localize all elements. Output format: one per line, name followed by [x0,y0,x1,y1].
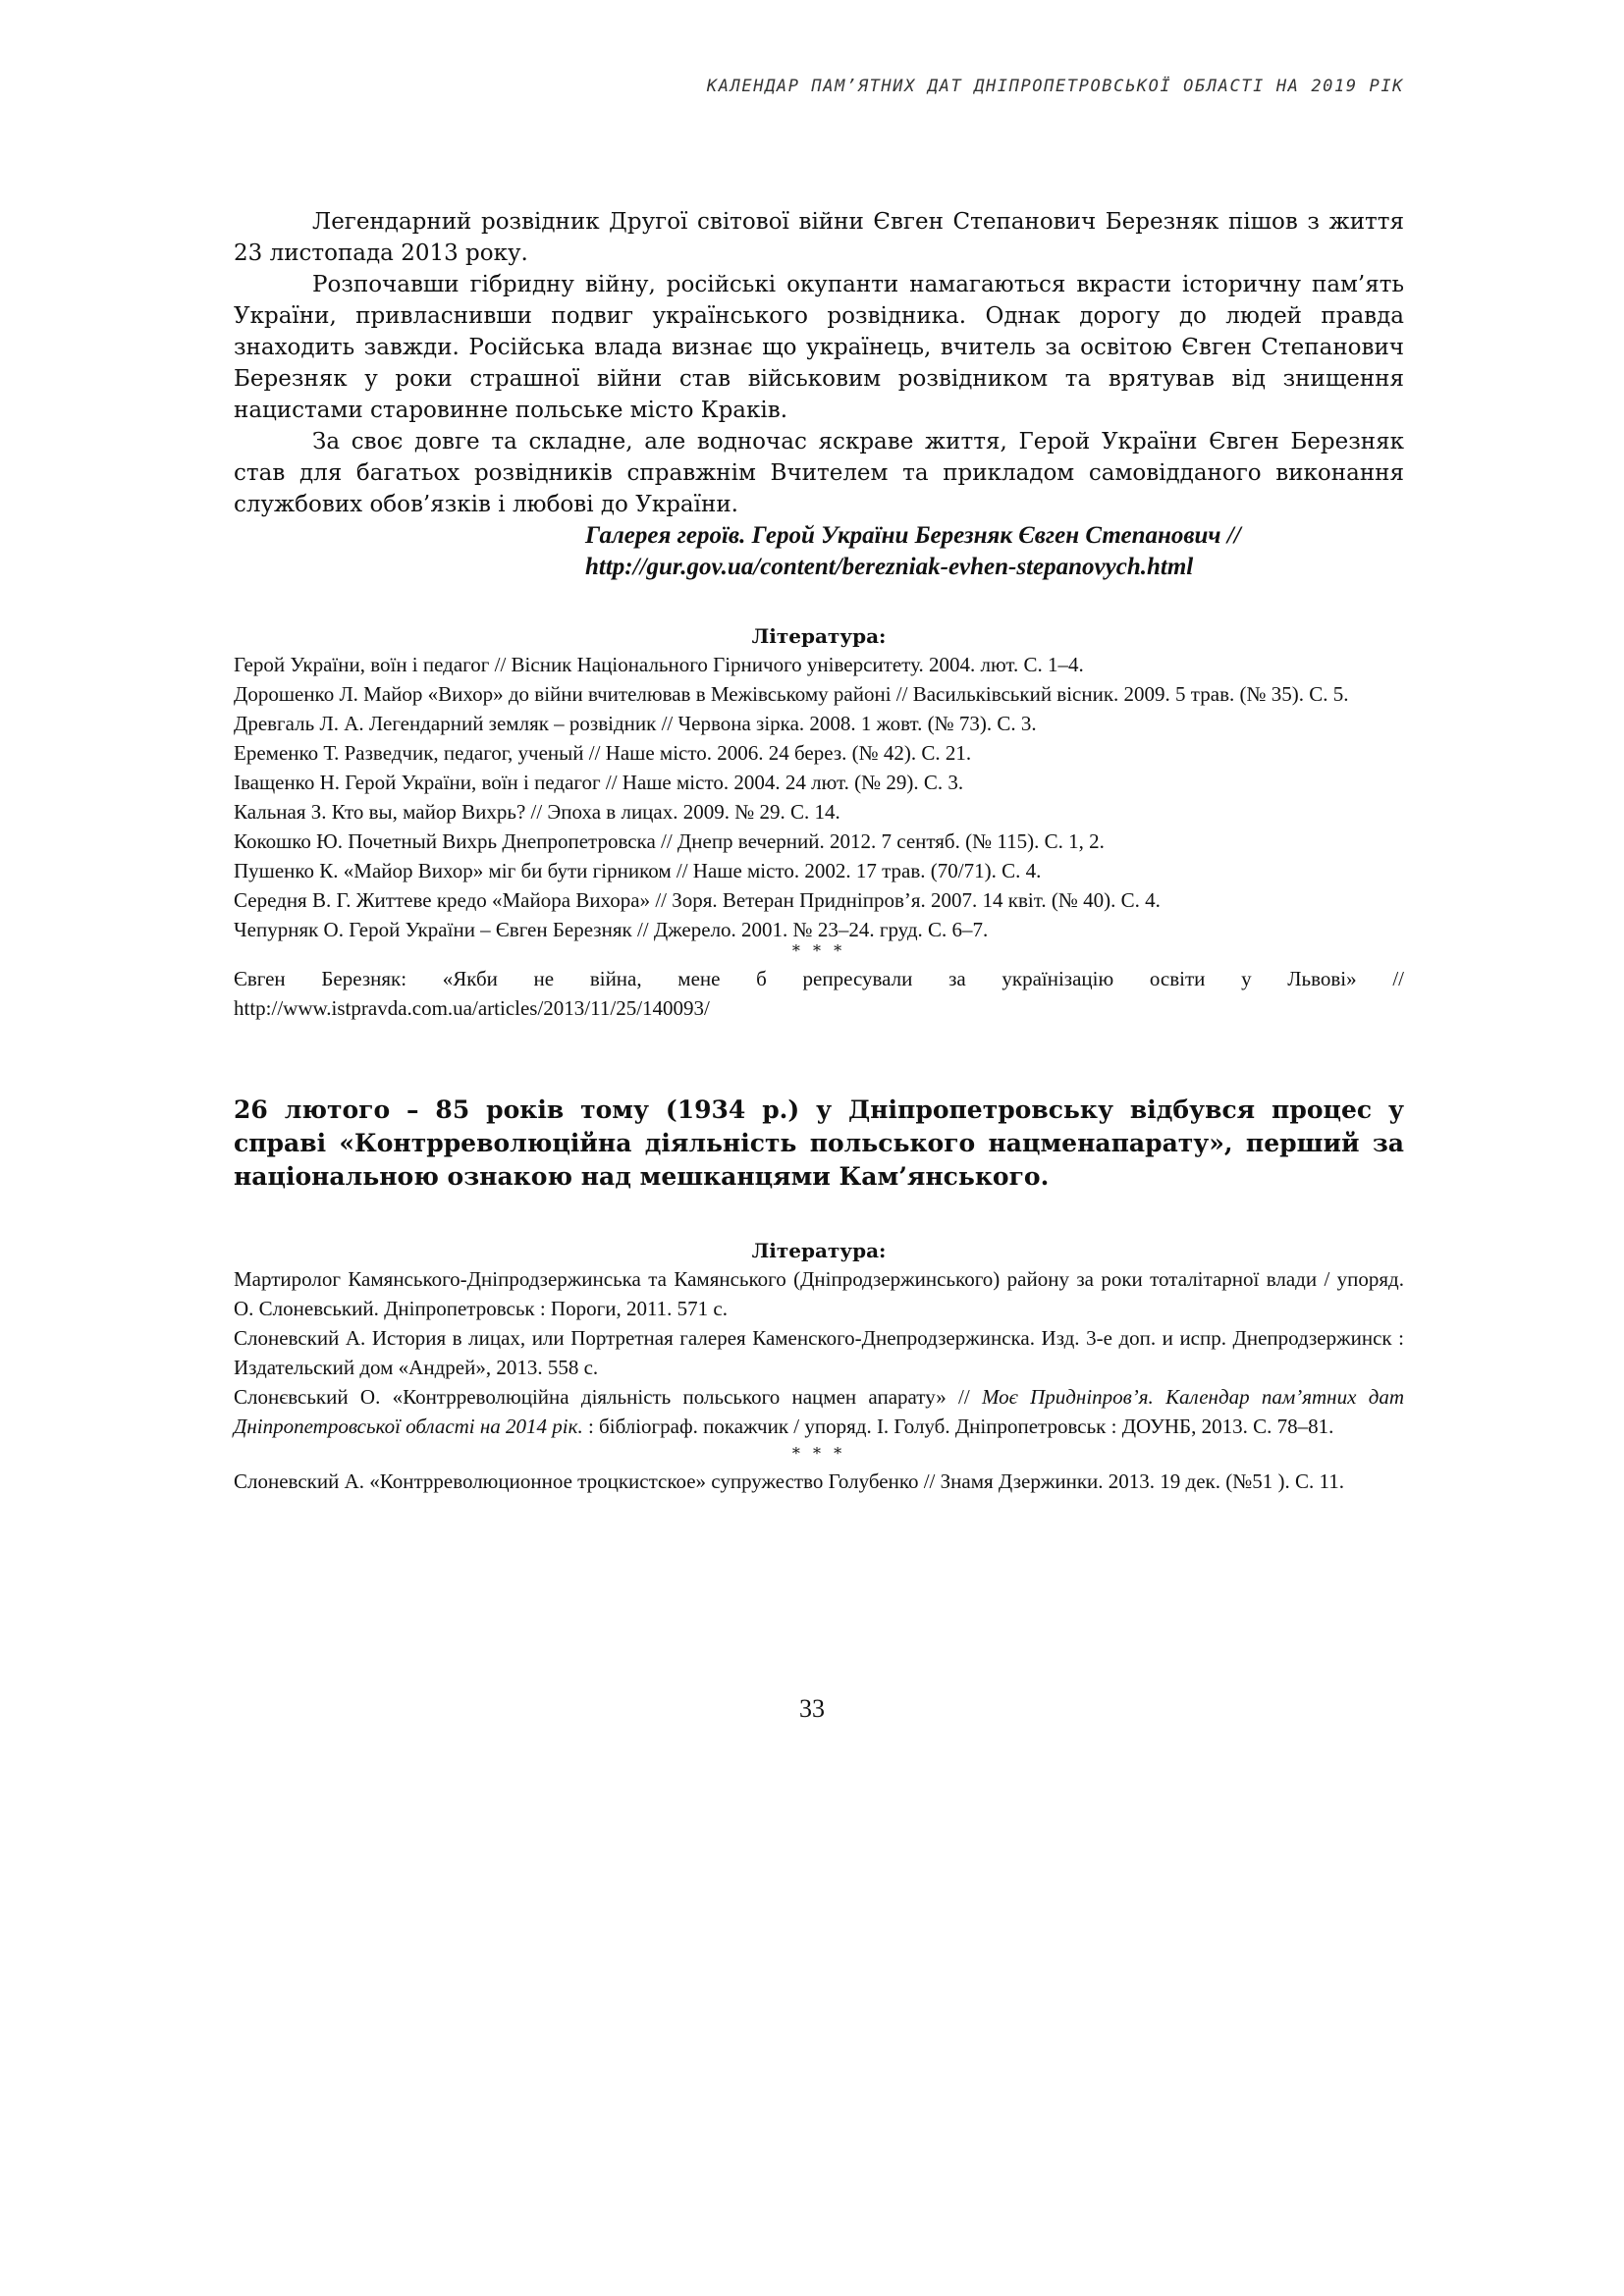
separator-stars: * * * [791,941,846,960]
literature-item: Герой України, воїн і педагог // Вісник Національного Гірничого університету. 2004. лют. С. 1–4. [234,653,1084,676]
literature-item-text: : бібліограф. покажчик / упоряд. І. Голуб. Дніпропетровськ : ДОУНБ, 2013. С. 78–81. [582,1415,1334,1438]
literature-heading: Література: [751,624,887,648]
literature-item: Середня В. Г. Життеве кредо «Майора Вихора» // Зоря. Ветеран Придніпров’я. 2007. 14 квіт. (№ 40). С. 4. [234,888,1161,912]
literature-item-text: Слонєвський О. «Контрреволюційна діяльність польського нацмен апарату» // [234,1385,982,1409]
literature-item: Іващенко Н. Герой України, воїн і педагог // Наше місто. 2004. 24 лют. (№ 29). С. 3. [234,771,964,794]
literature-item: Слоневский А. История в лицах, или Портретная галерея Каменского-Днепродзержинска. Изд. 3-е доп. и испр. Днепродзержинск : Издательский дом «Андрей», 2013. 558 с. [234,1326,1404,1379]
literature-section [234,622,1404,1023]
literature-item: Дорошенко Л. Майор «Вихор» до війни вчителював в Межівському районі // Васильківський вісник. 2009. 5 трав. (№ 35). С. 5. [234,682,1349,706]
literature-item: Чепурняк О. Герой України – Євген Березняк // Джерело. 2001. № 23–24. груд. С. 6–7. [234,918,989,941]
literature-item: Древгаль Л. А. Легендарний земляк – розвідник // Червона зірка. 2008. 1 жовт. (№ 73). С. 3. [234,712,1037,735]
source-title: Галерея героїв. Герой України Березняк Євген Степанович // [585,522,1241,549]
literature-item [234,1382,1404,1441]
literature-item: Євген Березняк: «Якби не війна, мене б репресували за українізацію освіти у Львові» // http://www.istpravda.com.ua/articles/2013/11/25/140093/ [234,967,1404,1020]
page-body [234,206,1404,1496]
literature-item: Мартиролог Камянського-Дніпродзержинська та Камянського (Дніпродзержинського) району за роки тоталітарної влади / упоряд. О. Слоневський. Дніпропетровськ : Пороги, 2011. 571 с. [234,1267,1404,1320]
literature-heading: Література: [751,1239,887,1262]
event-heading: 26 лютого – 85 років тому (1934 р.) у Дніпропетровську відбувся процес у справі «Контрреволюційна діяльність польського нацменапарату», перший за національною ознакою над мешканцями Кам’янського. [234,1095,1404,1191]
literature-item: Слоневский А. «Контрреволюционное троцкистское» супружество Голубенко // Знамя Дзержинки. 2013. 19 дек. (№51 ). С. 11. [234,1469,1344,1493]
literature-item-italic: Моє Придніпров’я. Календар пам’ятних дат Дніпропетровської області на 2014 рік. [234,1385,1404,1438]
running-head: КАЛЕНДАР ПАМ’ЯТНИХ ДАТ ДНІПРОПЕТРОВСЬКОЇ ОБЛАСТІ НА 2019 РІК [706,77,1404,96]
paragraph: За своє довге та складне, але водночас яскраве життя, Герой України Євген Березняк став для багатьох розвідників справжнім Вчителем та прикладом самовідданого виконання службових обов’язків і любові до України. [234,429,1404,517]
source-url[interactable]: http://gur.gov.ua/content/berezniak-evhen-stepanovych.html [585,554,1194,580]
literature-section [234,1237,1404,1496]
source-citation [585,520,1404,583]
literature-item: Еременко Т. Разведчик, педагог, ученый // Наше місто. 2006. 24 берез. (№ 42). С. 21. [234,741,972,765]
literature-item: Пушенко К. «Майор Вихор» міг би бути гірником // Наше місто. 2002. 17 трав. (70/71). С. 4. [234,859,1042,882]
literature-item: Кальная З. Кто вы, майор Вихрь? // Эпоха в лицах. 2009. № 29. С. 14. [234,800,840,824]
separator-stars: * * * [791,1444,846,1463]
page-number: 33 [799,1694,825,1723]
literature-item: Кокошко Ю. Почетный Вихрь Днепропетровска // Днепр вечерний. 2012. 7 сентяб. (№ 115). С. 1, 2. [234,829,1105,853]
paragraph: Розпочавши гібридну війну, російські окупанти намагаються вкрасти історичну пам’ять України, привласнивши подвиг українського розвідника. Однак дорогу до людей правда знаходить завжди. Російська влада визнає що українець, вчитель за освітою Євген Степанович Березняк у роки страшної війни став військовим розвідником та врятував від знищення нацистами старовинне польське місто Краків. [234,272,1404,423]
paragraph: Легендарний розвідник Другої світової війни Євген Степанович Березняк пішов з життя 23 листопада 2013 року. [234,209,1404,266]
